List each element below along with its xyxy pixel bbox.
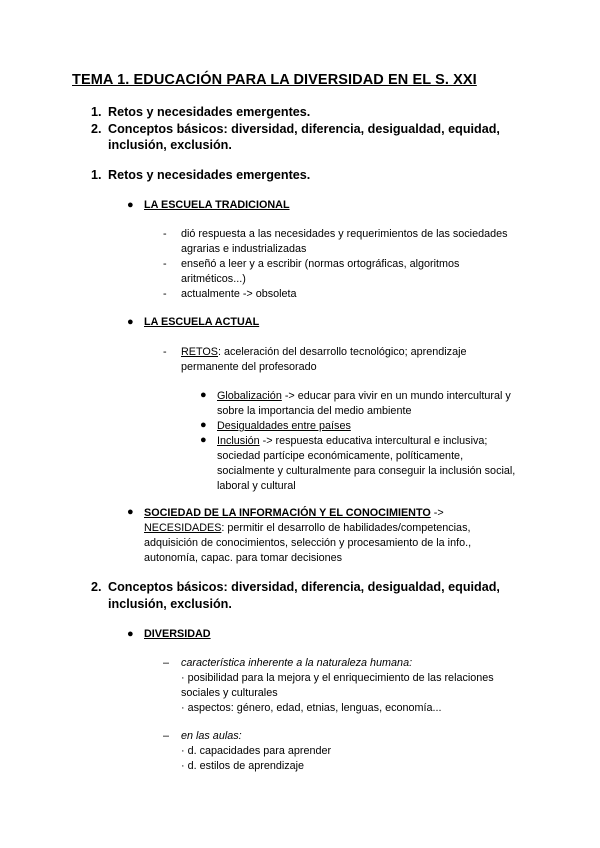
sociedad-line-1 xyxy=(144,506,444,521)
inclusion-line-1 xyxy=(217,434,487,449)
sociedad-arrow: -> xyxy=(430,507,444,519)
bullet-icon: ● xyxy=(200,389,207,401)
retos-line-2: permanente del profesorado xyxy=(181,361,317,373)
dash-marker: - xyxy=(163,258,167,270)
retos-text: : aceleración del desarrollo tecnológico; aprendizaje xyxy=(218,346,467,358)
toc-item-1: Retos y necesidades emergentes. xyxy=(108,105,311,119)
toc-item-2-line1: Conceptos básicos: diversidad, diferencia, desigualdad, equidad, xyxy=(108,122,500,136)
toc-num-1: 1. xyxy=(91,105,102,119)
inclusion-line-3: socialmente y culturalmente para conseguir la inclusión social, xyxy=(217,465,516,477)
caracteristica-line-1: · posibilidad para la mejora y el enriquecimiento de las relaciones xyxy=(181,672,494,684)
sociedad-line-2 xyxy=(144,521,470,536)
section1-num: 1. xyxy=(91,168,102,182)
globalizacion-text: -> educar para vivir en un mundo intercultural y xyxy=(281,390,511,402)
sociedad-line-3: adquisición de conocimientos, selección y procesamiento de la info., xyxy=(144,537,472,549)
page-title: TEMA 1. EDUCACIÓN PARA LA DIVERSIDAD EN EL S. XXI xyxy=(72,72,477,88)
bullet-icon: ● xyxy=(127,628,134,640)
globalizacion-line-1 xyxy=(217,389,511,404)
desigualdades-key: Desigualdades entre países xyxy=(217,420,351,432)
tradicional-item-1-l1: dió respuesta a las necesidades y requerimientos de las sociedades xyxy=(181,228,508,240)
inclusion-line-2: sociedad partícipe económicamente, políticamente, xyxy=(217,450,464,462)
bullet-icon: ● xyxy=(127,506,134,518)
caracteristica-line-2: sociales y culturales xyxy=(181,687,278,699)
section2-num: 2. xyxy=(91,580,102,594)
sociedad-line-4: autonomía, capac. para tomar decisiones xyxy=(144,552,343,564)
tradicional-item-3-l1: actualmente -> obsoleta xyxy=(181,288,297,300)
globalizacion-line-2: sobre la importancia del medio ambiente xyxy=(217,405,412,417)
section1-title: Retos y necesidades emergentes. xyxy=(108,168,311,182)
tradicional-item-2-l2: aritméticos...) xyxy=(181,273,246,285)
escuela-tradicional-heading: LA ESCUELA TRADICIONAL xyxy=(144,199,290,211)
toc-num-2: 2. xyxy=(91,122,102,136)
caracteristica-line-3: · aspectos: género, edad, etnias, lenguas, economía... xyxy=(181,702,442,714)
bullet-icon: ● xyxy=(127,199,134,211)
caracteristica-label: característica inherente a la naturaleza humana: xyxy=(181,657,413,669)
sociedad-heading: SOCIEDAD DE LA INFORMACIÓN Y EL CONOCIMIENTO xyxy=(144,507,431,519)
section2-title-line1: Conceptos básicos: diversidad, diferencia, desigualdad, equidad, xyxy=(108,580,500,594)
bullet-icon: ● xyxy=(200,434,207,446)
section2-title-line2: inclusión, exclusión. xyxy=(108,597,232,611)
globalizacion-key: Globalización xyxy=(217,390,282,402)
toc-item-2-line2: inclusión, exclusión. xyxy=(108,138,232,152)
dash-marker: - xyxy=(163,228,167,240)
aulas-line-2: · d. estilos de aprendizaje xyxy=(181,760,305,772)
tradicional-item-1-l2: agrarias e industrializadas xyxy=(181,243,307,255)
escuela-actual-heading: LA ESCUELA ACTUAL xyxy=(144,316,260,328)
inclusion-line-4: laboral y cultural xyxy=(217,480,296,492)
dash-marker: - xyxy=(163,288,167,300)
aulas-label: en las aulas: xyxy=(181,730,242,742)
aulas-line-1: · d. capacidades para aprender xyxy=(181,745,332,757)
inclusion-key: Inclusión xyxy=(217,435,260,447)
bullet-icon: ● xyxy=(127,316,134,328)
dash-marker: – xyxy=(163,730,170,742)
inclusion-text: -> respuesta educativa intercultural e inclusiva; xyxy=(259,435,488,447)
retos-label: RETOS xyxy=(181,346,218,358)
necesidades-label: NECESIDADES xyxy=(144,522,222,534)
necesidades-text: : permitir el desarrollo de habilidades/competencias, xyxy=(221,522,471,534)
dash-marker: - xyxy=(163,346,167,358)
bullet-icon: ● xyxy=(200,419,207,431)
diversidad-heading: DIVERSIDAD xyxy=(144,628,211,640)
retos-line-1 xyxy=(181,345,466,360)
tradicional-item-2-l1: enseñó a leer y a escribir (normas ortográficas, algoritmos xyxy=(181,258,460,270)
dash-marker: – xyxy=(163,657,170,669)
